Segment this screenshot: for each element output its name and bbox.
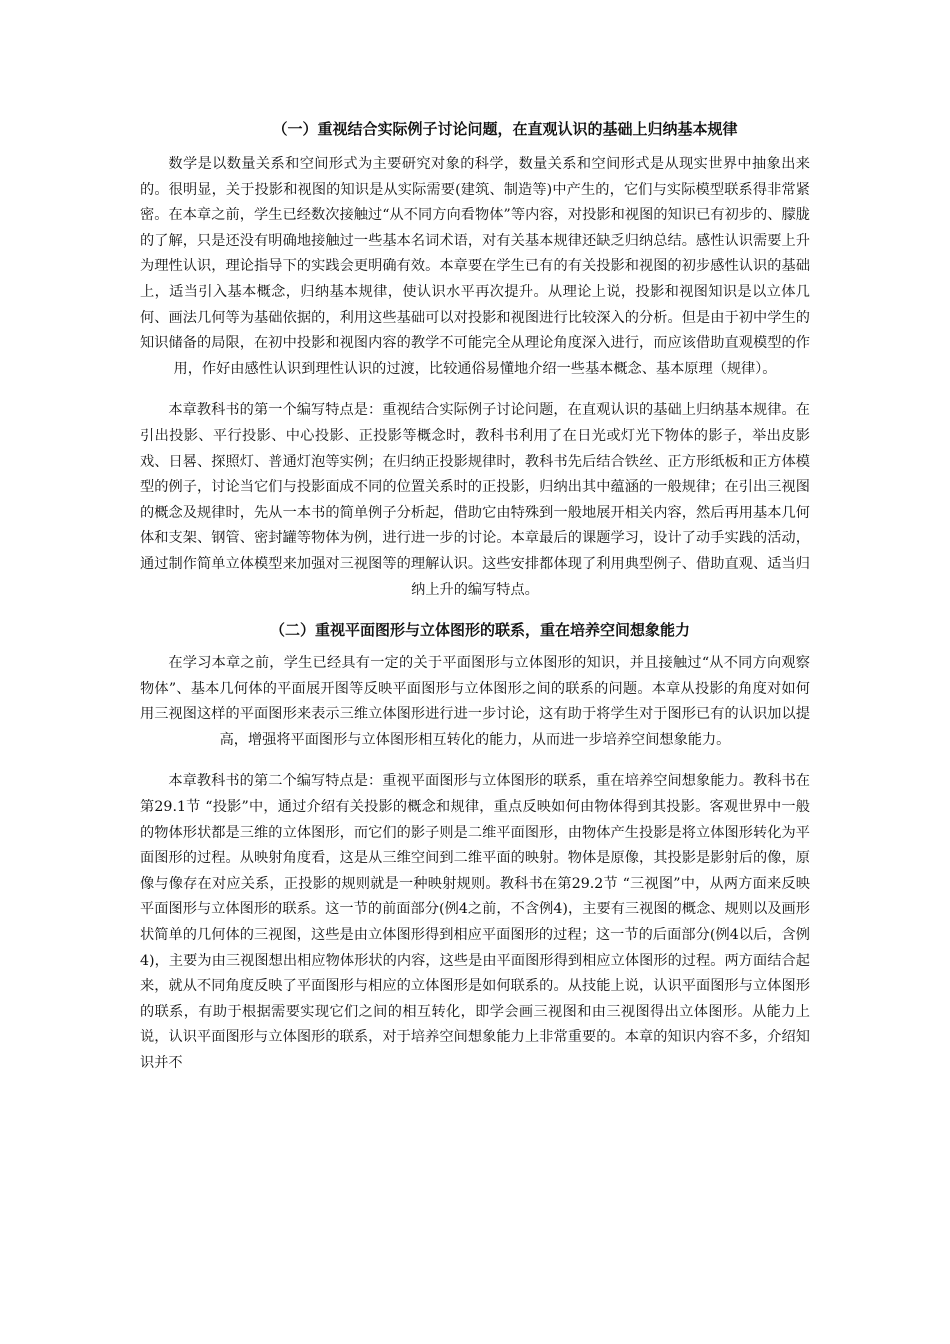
section-2-paragraph-2: 本章教科书的第二个编写特点是：重视平面图形与立体图形的联系，重在培养空间想象能力。教科书在第29.1节 “投影”中，通过介绍有关投影的概念和规律，重点反映如何由物体得到其投影。客观世界中一般的物体形状都是三维的立体图形，而它们的影子则是二维平面图形，由物体产生投影是将立体图形转化为平面图形的过程。从映射角度看，这是从三维空间到二维平面的映射。物体是原像，其投影是影射后的像，原像与像存在对应关系，正投影的规则就是一种映射规则。教科书在第29.2节 “三视图”中，从两方面来反映平面图形与立体图形的联系。这一节的前面部分(例4之前，不含例4)，主要有三视图的概念、规则以及画形状简单的几何体的三视图，这些是由立体图形得到相应平面图形的过程；这一节的后面部分(例4以后，含例4)，主要为由三视图想出相应物体形状的内容，这些是由平面图形得到相应立体图形的过程。两方面结合起来，就从不同角度反映了平面图形与相应的立体图形是如何联系的。从技能上说，认识平面图形与立体图形的联系，有助于根据需要实现它们之间的相互转化，即学会画三视图和由三视图得出立体图形。从能力上说，认识平面图形与立体图形的联系，对于培养空间想象能力上非常重要的。本章的知识内容不多，介绍知识并不 — [140, 773, 810, 1071]
document-page — [140, 118, 810, 1093]
section-1-paragraph-1: 数学是以数量关系和空间形式为主要研究对象的科学，数量关系和空间形式是从现实世界中抽象出来的。很明显，关于投影和视图的知识是从实际需要(建筑、制造等)中产生的，它们与实际模型联系得非常紧密。在本章之前，学生已经数次接触过“从不同方向看物体”等内容，对投影和视图的知识已有初步的、朦胧的了解，只是还没有明确地接触过一些基本名词术语，对有关基本规律还缺乏归纳总结。感性认识需要上升为理性认识，理论指导下的实践会更明确有效。本章要在学生已有的有关投影和视图的初步感性认识的基础上，适当引入基本概念，归纳基本规律，使认识水平再次提升。从理论上说，投影和视图知识是以立体几何、画法几何等为基础依据的，利用这些基础可以对投影和视图进行比较深入的分析。但是由于初中学生的知识储备的局限，在初中投影和视图内容的教学不可能完全从理论角度深入进行，而应该借助直观模型的作用，作好由感性认识到理性认识的过渡，比较通俗易懂地介绍一些基本概念、基本原理（规律）。 — [140, 156, 810, 377]
section-2-heading: （二）重视平面图形与立体图形的联系，重在培养空间想象能力 — [269, 621, 690, 640]
section-1-heading: （一）重视结合实际例子讨论问题，在直观认识的基础上归纳基本规律 — [272, 120, 738, 138]
section-2-paragraph-1: 在学习本章之前，学生已经具有一定的关于平面图形与立体图形的知识，并且接触过“从不同方向观察物体”、基本几何体的平面展开图等反映平面图形与立体图形之间的联系的问题。本章从投影的角度对如何用三视图这样的平面图形来表示三维立体图形进行进一步讨论，这有助于将学生对于图形已有的认识加以提高，增强将平面图形与立体图形相互转化的能力，从而进一步培养空间想象能力。 — [140, 655, 810, 748]
section-1-paragraph-2: 本章教科书的第一个编写特点是：重视结合实际例子讨论问题，在直观认识的基础上归纳基本规律。在引出投影、平行投影、中心投影、正投影等概念时，教科书利用了在日光或灯光下物体的影子，举出皮影戏、日晷、探照灯、普通灯泡等实例；在归纳正投影规律时，教科书先后结合铁丝、正方形纸板和正方体模型的例子，讨论当它们与投影面成不同的位置关系时的正投影，归纳出其中蕴涵的一般规律；在引出三视图的概念及规律时，先从一本书的简单例子分析起，借助它由特殊到一般地展开相关内容，然后再用基本几何体和支架、钢管、密封罐等物体为例，进行进一步的讨论。本章最后的课题学习，设计了动手实践的活动，通过制作简单立体模型来加强对三视图等的理解认识。这些安排都体现了利用典型例子、借助直观、适当归纳上升的编写特点。 — [140, 402, 810, 598]
